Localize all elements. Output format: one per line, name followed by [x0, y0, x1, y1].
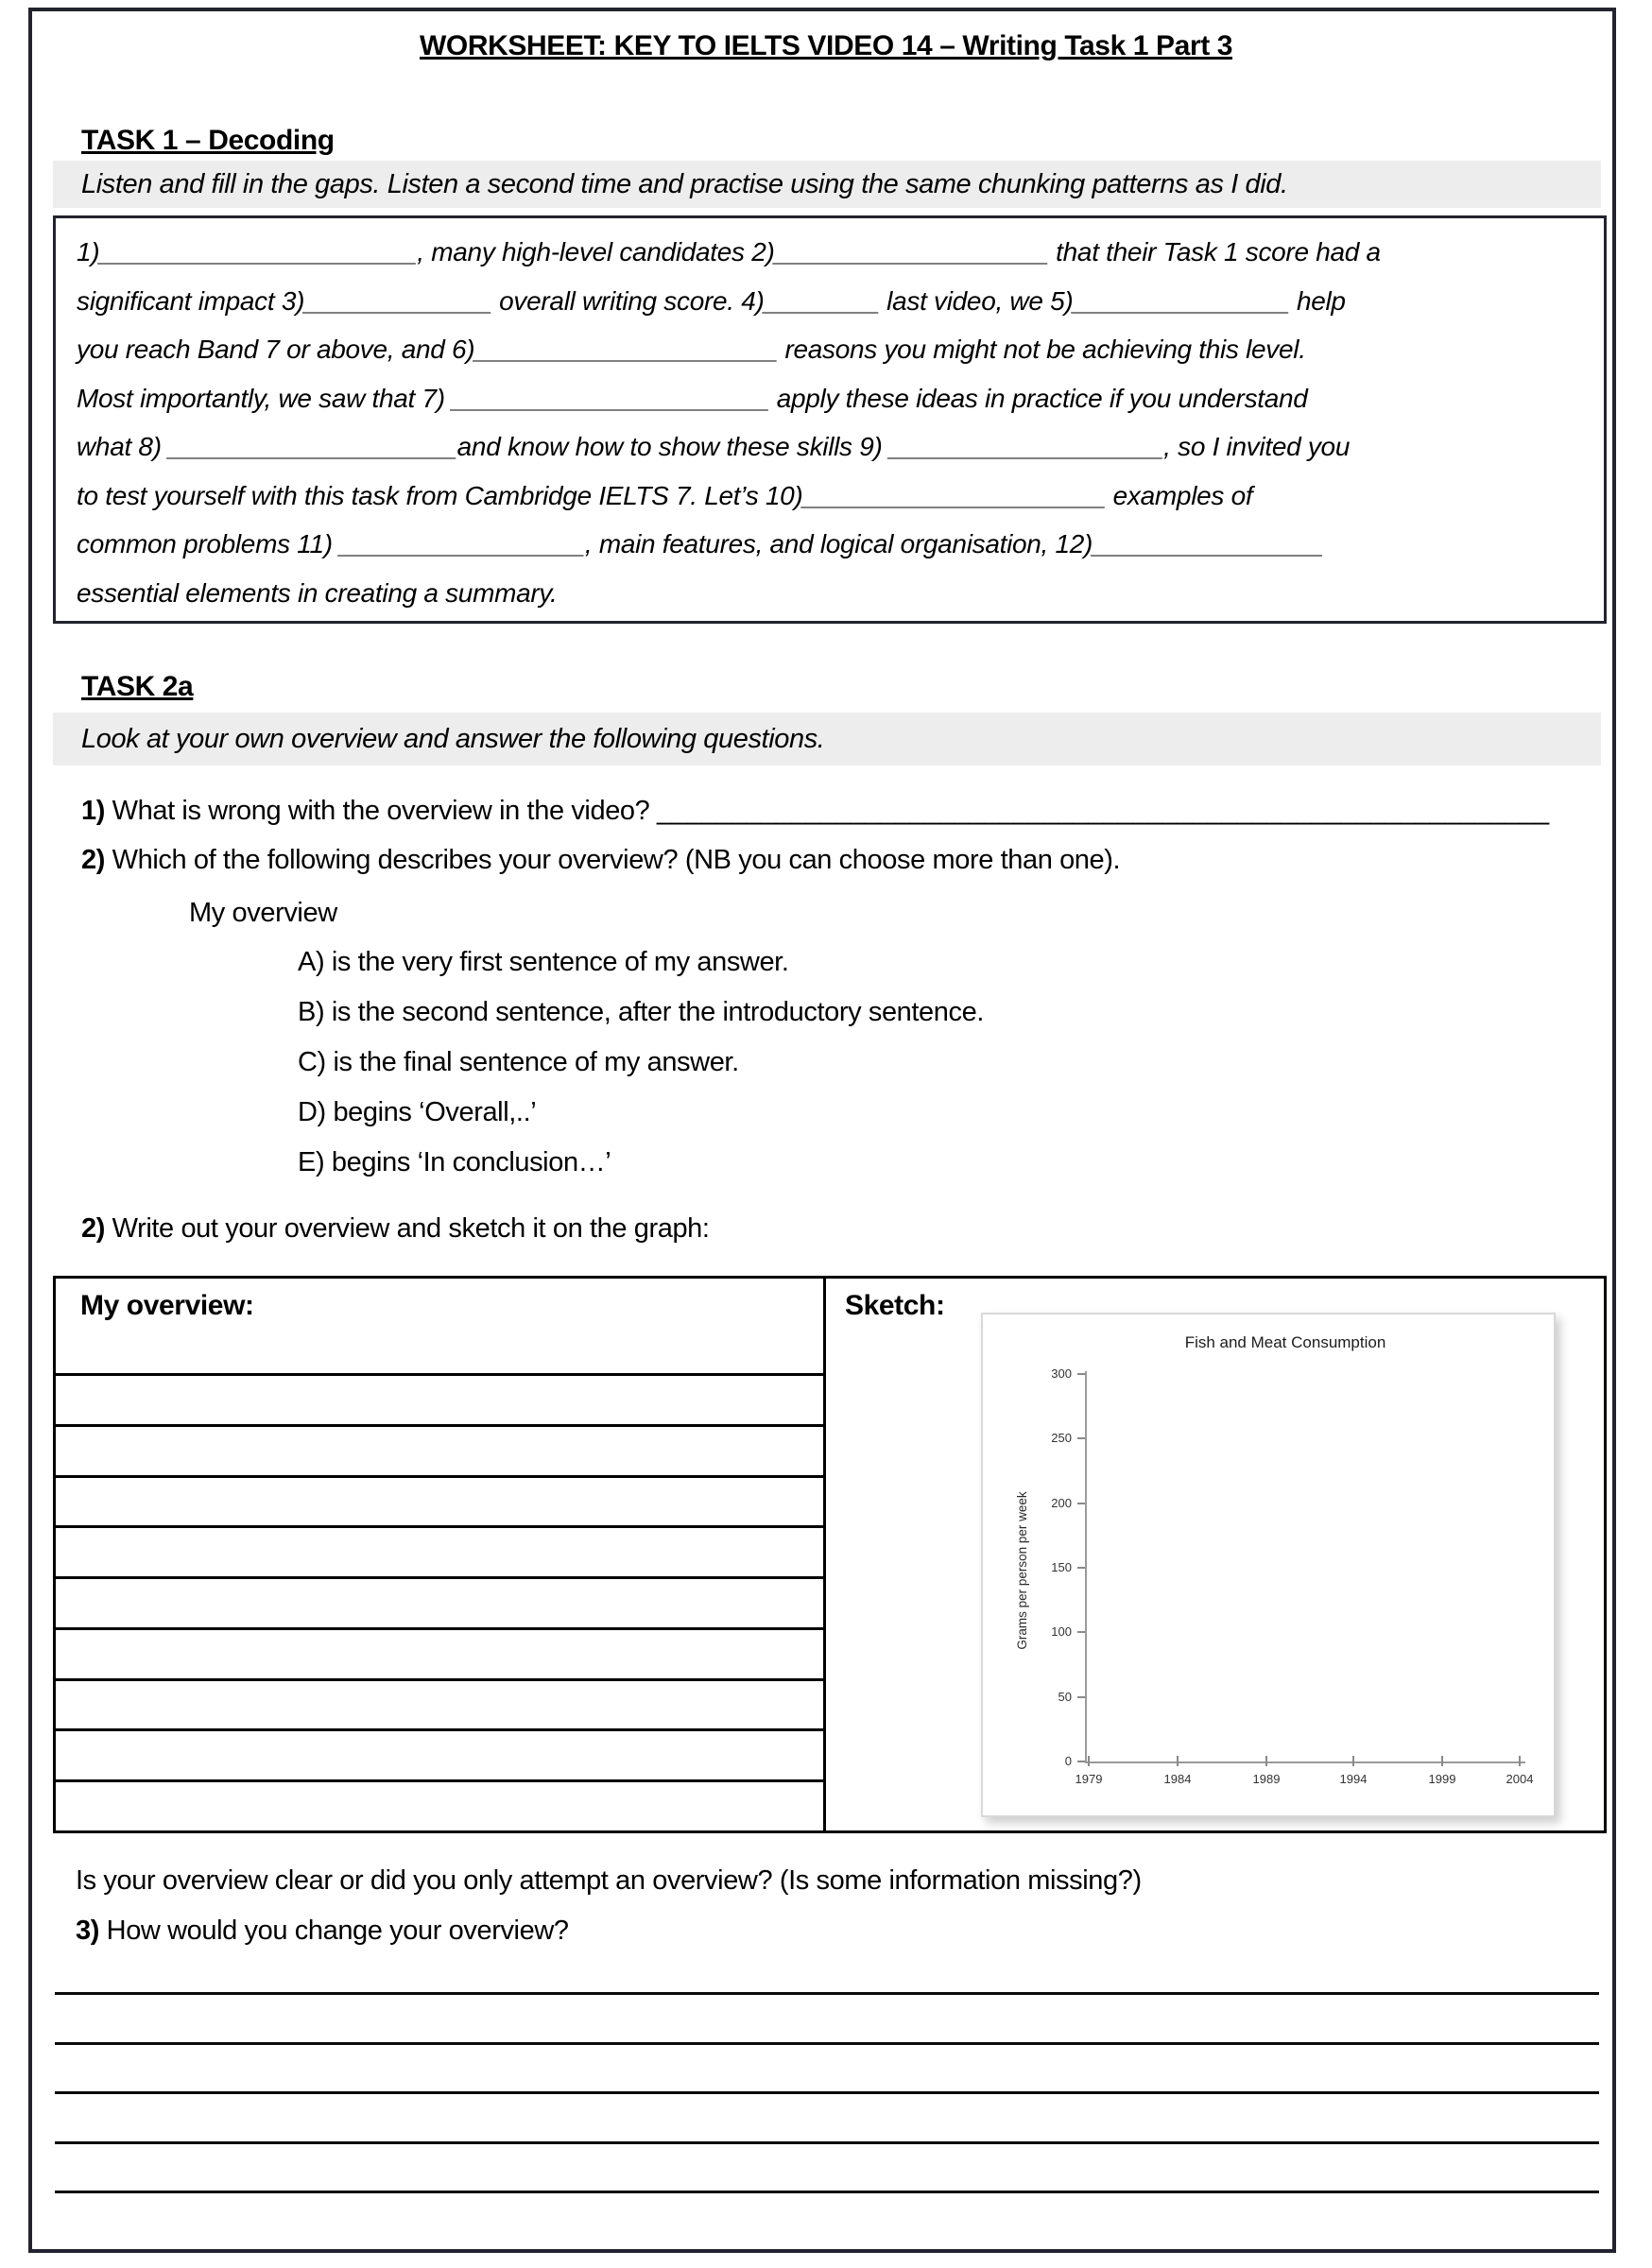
task2a-instruction-text: Look at your own overview and answer the following questions.	[81, 723, 825, 754]
sketch-label: Sketch:	[845, 1290, 945, 1321]
overview-table	[53, 1276, 1607, 1833]
options-intro: My overview	[189, 898, 337, 928]
question-1-number: 1)	[81, 796, 105, 826]
option-d: D) begins ‘Overall,..’	[298, 1097, 537, 1127]
option-b: B) is the second sentence, after the introductory sentence.	[298, 997, 984, 1027]
question-write-text: Write out your overview and sketch it on the graph:	[105, 1213, 710, 1244]
overview-write-line	[56, 1678, 823, 1729]
task2a-instruction	[53, 713, 1601, 765]
x-tick-mark	[1088, 1756, 1090, 1766]
task1-instruction-text: Listen and fill in the gaps. Listen a second time and practise using the same chunking patterns as I did.	[81, 168, 1288, 199]
answer-line	[55, 2141, 1599, 2144]
option-e: E) begins ‘In conclusion…’	[298, 1147, 611, 1177]
gap-fill-box	[53, 215, 1607, 624]
question-write-number: 2)	[81, 1213, 105, 1244]
overview-write-line	[56, 1627, 823, 1678]
y-tick-label: 300	[1051, 1366, 1072, 1381]
y-tick-label: 100	[1051, 1624, 1072, 1639]
y-tick-mark	[1077, 1696, 1085, 1698]
x-tick-label: 1999	[1428, 1772, 1456, 1786]
overview-write-line	[56, 1373, 823, 1424]
graph-y-axis-label: Grams per person per week	[1015, 1491, 1029, 1650]
y-tick-mark	[1077, 1631, 1085, 1633]
x-axis-line	[1085, 1761, 1525, 1763]
question-write	[81, 1213, 1603, 1245]
question-1-text: What is wrong with the overview in the video?	[105, 796, 658, 826]
y-tick-mark	[1077, 1567, 1085, 1569]
gap-line: Most importantly, we saw that 7) ______________________ apply these ideas in practice if you understand	[77, 383, 1308, 413]
task1-heading: TASK 1 – Decoding	[81, 125, 335, 156]
gap-line: significant impact 3)_____________ overall writing score. 4)________ last video, we 5)_______________ help	[77, 285, 1346, 316]
y-tick-mark	[1077, 1437, 1085, 1439]
x-tick-label: 2004	[1506, 1772, 1534, 1786]
option-a: A) is the very first sentence of my answer.	[298, 947, 789, 977]
overview-write-line	[56, 1728, 823, 1779]
x-tick-mark	[1177, 1756, 1179, 1766]
footer-question-3-text: How would you change your overview?	[99, 1916, 569, 1946]
gap-line: you reach Band 7 or above, and 6)_____________________ reasons you might not be achieving this level.	[77, 335, 1306, 364]
footer-question-3-number: 3)	[76, 1916, 99, 1946]
graph-title: Fish and Meat Consumption	[1184, 1333, 1386, 1351]
answer-line	[55, 2191, 1599, 2193]
gap-line: what 8) ____________________and know how to show these skills 9) ___________________, so I invited you	[77, 432, 1351, 461]
answer-line	[55, 1992, 1599, 1995]
overview-write-line	[56, 1779, 823, 1830]
footer-clear-question: Is your overview clear or did you only attempt an overview? (Is some information missing?)	[76, 1865, 1142, 1896]
y-tick-mark	[1077, 1503, 1085, 1504]
overview-write-line	[56, 1576, 823, 1627]
x-tick-mark	[1519, 1756, 1521, 1766]
overview-label: My overview:	[80, 1290, 254, 1321]
overview-cell	[56, 1279, 826, 1830]
task2a-heading: TASK 2a	[81, 671, 194, 702]
gap-line: 1)______________________, many high-level candidates 2)___________________ that their Task 1 score had a	[77, 237, 1381, 266]
page-title: WORKSHEET: KEY TO IELTS VIDEO 14 – Writing Task 1 Part 3	[419, 30, 1233, 61]
question-2-text: Which of the following describes your overview? (NB you can choose more than one).	[105, 845, 1121, 875]
answer-line	[55, 2042, 1599, 2045]
x-tick-mark	[1441, 1756, 1443, 1766]
x-tick-label: 1979	[1075, 1772, 1103, 1786]
overview-write-line	[56, 1525, 823, 1576]
footer-question-3	[76, 1916, 569, 1947]
gap-line: common problems 11) _________________, main features, and logical organisation, 12)________________	[77, 529, 1324, 558]
y-tick-mark	[1077, 1761, 1085, 1762]
y-tick-label: 150	[1051, 1560, 1072, 1574]
x-tick-mark	[1352, 1756, 1354, 1766]
sketch-cell	[826, 1279, 1604, 1830]
option-c: C) is the final sentence of my answer.	[298, 1047, 739, 1077]
answer-line	[55, 2091, 1599, 2094]
task1-instruction	[53, 161, 1601, 208]
x-tick-label: 1989	[1252, 1772, 1281, 1786]
y-tick-mark	[1077, 1373, 1085, 1375]
x-tick-label: 1984	[1163, 1772, 1192, 1786]
y-tick-label: 250	[1051, 1431, 1072, 1445]
y-tick-label: 50	[1058, 1690, 1072, 1704]
question-2-number: 2)	[81, 845, 105, 875]
gap-line: to test yourself with this task from Cambridge IELTS 7. Let’s 10)_____________________ examples of	[77, 480, 1253, 510]
x-tick-label: 1994	[1339, 1772, 1368, 1786]
gap-line: essential elements in creating a summary.	[77, 577, 558, 608]
question-2	[81, 845, 1603, 876]
overview-write-line	[56, 1424, 823, 1475]
y-tick-label: 200	[1051, 1496, 1072, 1510]
y-tick-label: 0	[1064, 1754, 1072, 1768]
question-1-answer-line: ____________________________________________________________	[657, 796, 1549, 826]
x-tick-mark	[1265, 1756, 1267, 1766]
sketch-graph	[981, 1313, 1556, 1817]
overview-write-line	[56, 1475, 823, 1526]
y-axis-line	[1085, 1371, 1087, 1763]
question-1	[81, 796, 1603, 827]
